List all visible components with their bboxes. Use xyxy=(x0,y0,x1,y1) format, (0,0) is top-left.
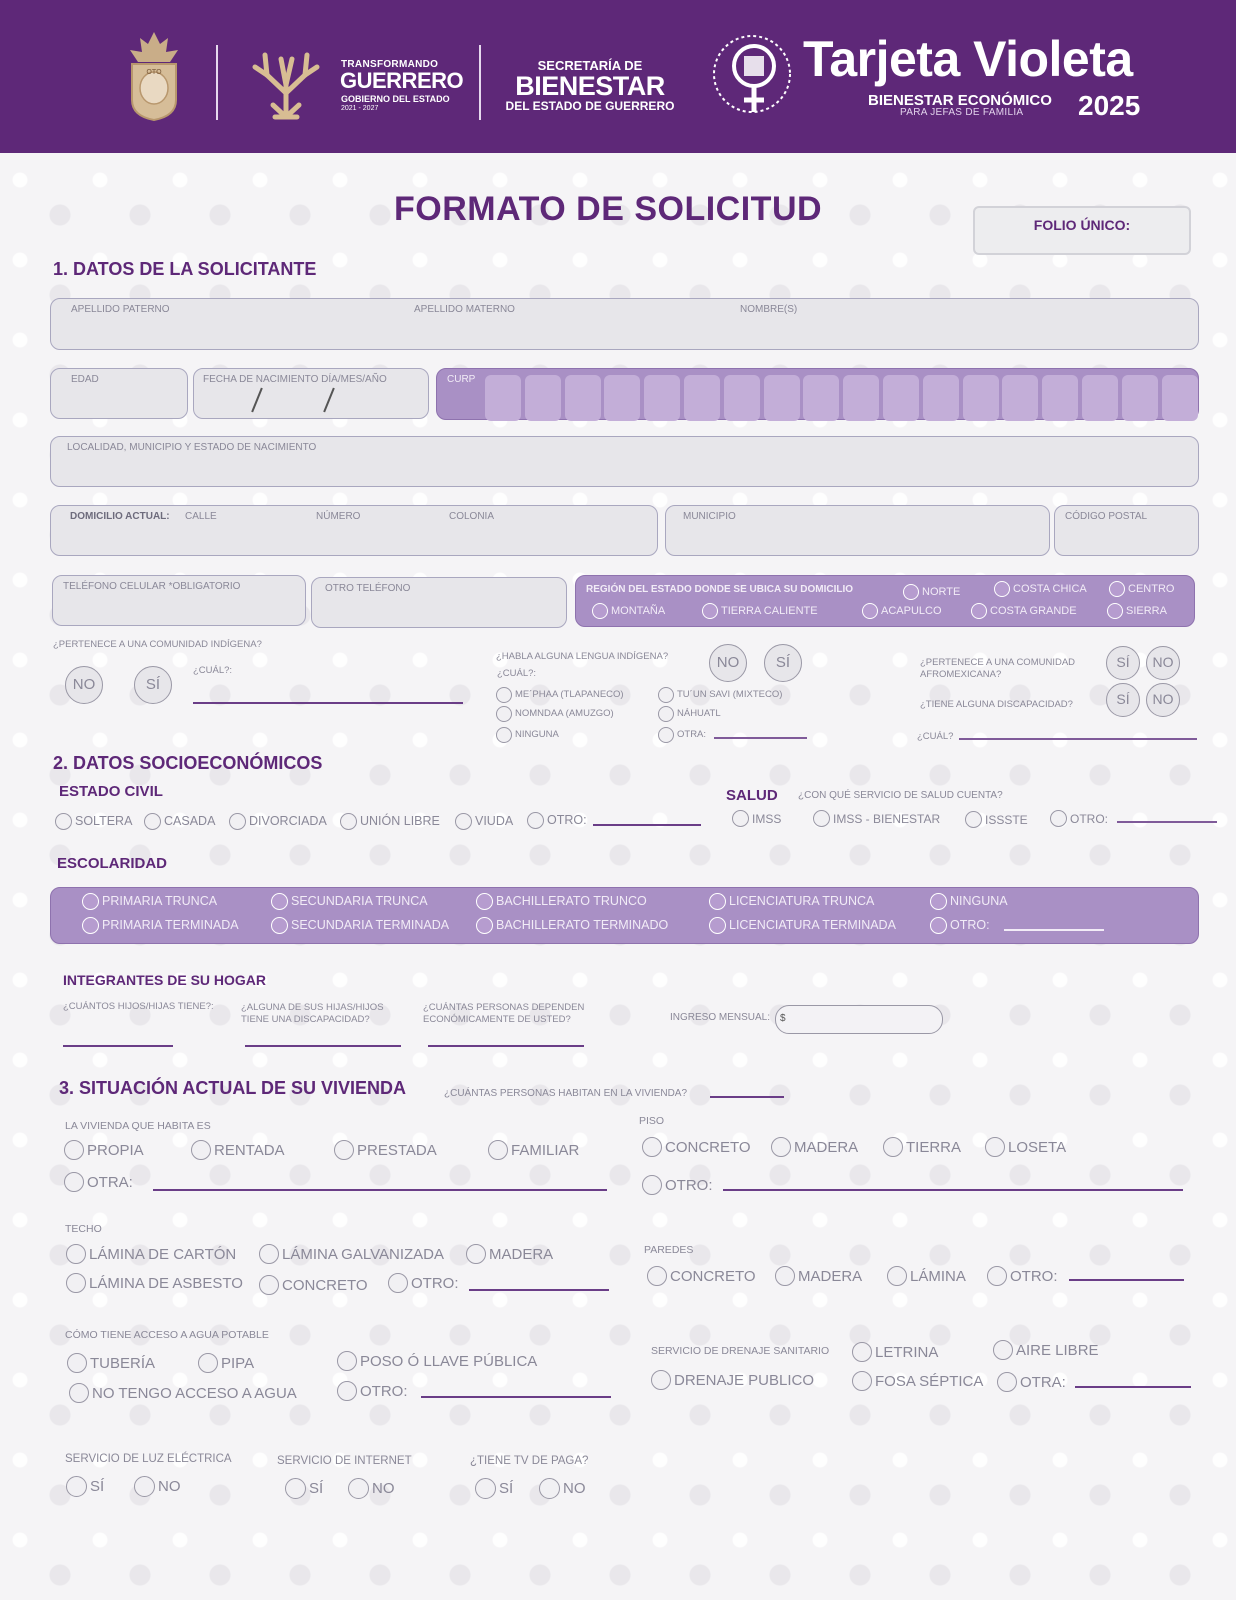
sec-line1: SECRETARÍA DE xyxy=(537,58,643,73)
program-subtitle: BIENESTAR ECONÓMICO xyxy=(868,92,1052,109)
label-cual: ¿CUÁL?: xyxy=(193,665,233,676)
divider xyxy=(479,45,481,120)
internet-title: SERVICIO DE INTERNET xyxy=(277,1455,412,1467)
disc-hijos-line[interactable] xyxy=(245,1045,401,1047)
esc-otro-line[interactable] xyxy=(1004,929,1104,931)
paredes-otro-line[interactable] xyxy=(1069,1279,1184,1281)
region-option-label: COSTA GRANDE xyxy=(990,604,1077,617)
guerrero-tree-icon xyxy=(245,45,327,123)
salud-option-radio[interactable] xyxy=(813,810,830,827)
civil-option-radio[interactable] xyxy=(340,813,357,830)
region-option-label: SIERRA xyxy=(1126,604,1167,617)
vivienda-otra-line[interactable] xyxy=(153,1189,607,1191)
drenaje-option-radio[interactable] xyxy=(993,1340,1013,1360)
vivienda-option-label: OTRA: xyxy=(87,1173,133,1191)
vivienda-option-radio[interactable] xyxy=(488,1140,508,1160)
region-option-radio[interactable] xyxy=(903,584,919,600)
paredes-option-radio[interactable] xyxy=(775,1266,795,1286)
salud-option-label: IMSS xyxy=(752,811,782,826)
piso-title: PISO xyxy=(639,1115,665,1127)
curp-cell[interactable] xyxy=(565,375,601,421)
curp-cell[interactable] xyxy=(764,375,800,421)
name-field[interactable] xyxy=(50,298,1199,350)
techo-option-label: CONCRETO xyxy=(282,1276,368,1294)
label-curp: CURP xyxy=(447,374,476,385)
label-edad: EDAD xyxy=(71,374,99,385)
lengua-option-label: NINGUNA xyxy=(515,729,559,741)
escolaridad-option-label: PRIMARIA TRUNCA xyxy=(102,894,218,909)
salud-option-radio[interactable] xyxy=(732,810,749,827)
techo-option-radio[interactable] xyxy=(259,1275,279,1295)
sec-line2: BIENESTAR xyxy=(515,71,665,101)
disc-hijos-question-1: ¿ALGUNA DE SUS HIJAS/HIJOS xyxy=(241,1002,384,1013)
region-option-label: NORTE xyxy=(922,585,961,598)
label-nombres: NOMBRE(S) xyxy=(740,304,798,315)
drenaje-option-label: OTRA: xyxy=(1020,1373,1066,1391)
label-fecha: FECHA DE NACIMIENTO DÍA/MES/AÑO xyxy=(203,374,387,385)
program-title: Tarjeta Violeta xyxy=(803,31,1133,87)
paredes-option-label: MADERA xyxy=(798,1267,863,1285)
techo-option-radio[interactable] xyxy=(466,1244,486,1264)
civil-option-radio[interactable] xyxy=(144,813,161,830)
piso-otro-line[interactable] xyxy=(723,1189,1183,1191)
curp-cell[interactable] xyxy=(843,375,879,421)
drenaje-option-radio[interactable] xyxy=(651,1370,671,1390)
lengua-question: ¿HABLA ALGUNA LENGUA INDÍGENA? xyxy=(496,651,669,662)
techo-otro-line[interactable] xyxy=(469,1289,609,1291)
indigena-no-option[interactable]: NO xyxy=(65,666,103,704)
afro-question-2: AFROMEXICANA? xyxy=(920,669,1002,680)
estado-civil-title: ESTADO CIVIL xyxy=(59,783,163,800)
curp-cell[interactable] xyxy=(485,375,521,421)
drenaje-option-label: AIRE LIBRE xyxy=(1016,1341,1099,1359)
lengua-option-radio[interactable] xyxy=(496,706,512,722)
curp-cell[interactable] xyxy=(724,375,760,421)
curp-cell[interactable] xyxy=(923,375,959,421)
civil-option-radio[interactable] xyxy=(55,813,72,830)
escolaridad-option-radio[interactable] xyxy=(930,917,947,934)
vivienda-option-label: FAMILIAR xyxy=(511,1141,580,1159)
escolaridad-option-label: BACHILLERATO TERMINADO xyxy=(496,918,669,933)
agua-option-radio[interactable] xyxy=(69,1383,89,1403)
hijos-line[interactable] xyxy=(63,1045,173,1047)
guerrero-seal-icon xyxy=(122,30,186,122)
piso-option-radio[interactable] xyxy=(985,1137,1005,1157)
divider xyxy=(216,45,218,120)
curp-cell[interactable] xyxy=(803,375,839,421)
agua-option-label: POSO Ó LLAVE PÚBLICA xyxy=(360,1352,538,1370)
vivienda-option-radio[interactable] xyxy=(334,1140,354,1160)
agua-option-radio[interactable] xyxy=(198,1353,218,1373)
agua-option-radio[interactable] xyxy=(337,1351,357,1371)
tv-no-label: NO xyxy=(563,1480,586,1497)
indigena-question: ¿PERTENECE A UNA COMUNIDAD INDÍGENA? xyxy=(53,639,262,650)
escolaridad-option-label: SECUNDARIA TRUNCA xyxy=(291,894,428,909)
civil-option-label: DIVORCIADA xyxy=(249,814,327,829)
escolaridad-option-radio[interactable] xyxy=(82,893,99,910)
ingreso-input[interactable] xyxy=(775,1005,943,1034)
curp-cell[interactable] xyxy=(604,375,640,421)
curp-cell[interactable] xyxy=(883,375,919,421)
internet-si-radio[interactable] xyxy=(285,1478,306,1499)
ingreso-label: INGRESO MENSUAL: xyxy=(670,1012,771,1023)
label-cp: CÓDIGO POSTAL xyxy=(1065,511,1148,522)
drenaje-option-radio[interactable] xyxy=(997,1372,1017,1392)
vivienda-option-radio[interactable] xyxy=(64,1140,84,1160)
label-domicilio: DOMICILIO ACTUAL: xyxy=(70,511,170,522)
label-numero: NÚMERO xyxy=(316,511,361,522)
ingreso-value: $ xyxy=(780,1013,786,1024)
region-option-label: ACAPULCO xyxy=(881,604,942,617)
luz-si-label: SÍ xyxy=(90,1478,105,1495)
piso-option-radio[interactable] xyxy=(883,1137,903,1157)
curp-cell[interactable] xyxy=(1162,375,1198,421)
indigena-si-option[interactable]: SÍ xyxy=(134,666,172,704)
gob-line4: 2021 - 2027 xyxy=(341,105,379,112)
dependientes-question-1: ¿CUÁNTAS PERSONAS DEPENDEN xyxy=(423,1002,585,1013)
disc-hijos-question-2: TIENE UNA DISCAPACIDAD? xyxy=(241,1014,370,1025)
program-year: 2025 xyxy=(1078,90,1141,121)
escolaridad-option-label: BACHILLERATO TRUNCO xyxy=(496,894,647,909)
escolaridad-option-label: OTRO: xyxy=(950,918,990,933)
techo-option-label: OTRO: xyxy=(411,1274,459,1292)
afro-si-option[interactable]: SÍ xyxy=(1106,646,1140,680)
paredes-option-radio[interactable] xyxy=(987,1266,1007,1286)
folio-box[interactable] xyxy=(973,206,1191,255)
program-subtitle-2: PARA JEFAS DE FAMILIA xyxy=(900,107,1024,118)
escolaridad-option-radio[interactable] xyxy=(709,917,726,934)
curp-field[interactable] xyxy=(436,368,1199,420)
civil-option-label: SOLTERA xyxy=(75,814,133,829)
lengua-option-radio[interactable] xyxy=(496,727,512,743)
escolaridad-option-label: LICENCIATURA TERMINADA xyxy=(729,918,896,933)
civil-option-label: OTRO: xyxy=(547,813,587,828)
label-otro-telefono: OTRO TELÉFONO xyxy=(325,583,411,594)
techo-option-label: LÁMINA GALVANIZADA xyxy=(282,1245,444,1263)
piso-option-label: LOSETA xyxy=(1008,1138,1067,1156)
agua-option-label: PIPA xyxy=(221,1354,255,1372)
label-cual-disc: ¿CUÁL? xyxy=(917,731,954,742)
label-colonia: COLONIA xyxy=(449,511,495,522)
habitan-line[interactable] xyxy=(710,1096,784,1098)
tv-si-radio[interactable] xyxy=(475,1478,496,1499)
folio-label: FOLIO ÚNICO: xyxy=(1033,217,1131,233)
curp-cell[interactable] xyxy=(1082,375,1118,421)
agua-option-label: OTRO: xyxy=(360,1382,408,1400)
curp-cell[interactable] xyxy=(1042,375,1078,421)
civil-option-radio[interactable] xyxy=(527,812,544,829)
piso-option-label: CONCRETO xyxy=(665,1138,751,1156)
escolaridad-option-radio[interactable] xyxy=(709,893,726,910)
label-localidad: LOCALIDAD, MUNICIPIO Y ESTADO DE NACIMIENTO xyxy=(67,442,317,453)
drenaje-option-label: DRENAJE PUBLICO xyxy=(674,1371,815,1389)
region-option-label: COSTA CHICA xyxy=(1013,582,1087,595)
lengua-no-option[interactable]: NO xyxy=(709,644,747,682)
salud-option-label: OTRO: xyxy=(1070,811,1108,826)
tv-title: ¿TIENE TV DE PAGA? xyxy=(470,1455,589,1467)
disc-no-option[interactable]: NO xyxy=(1146,683,1180,717)
paredes-option-radio[interactable] xyxy=(647,1266,667,1286)
sec-line3: DEL ESTADO DE GUERRERO xyxy=(505,99,675,113)
cual-line[interactable] xyxy=(193,702,463,704)
luz-no-label: NO xyxy=(158,1478,181,1495)
region-option-radio[interactable] xyxy=(862,603,878,619)
escolaridad-option-radio[interactable] xyxy=(476,893,493,910)
label-municipio: MUNICIPIO xyxy=(683,511,736,522)
techo-option-label: LÁMINA DE CARTÓN xyxy=(89,1245,237,1263)
drenaje-otra-line[interactable] xyxy=(1075,1386,1191,1388)
civil-option-label: CASADA xyxy=(164,814,216,829)
dependientes-line[interactable] xyxy=(428,1045,584,1047)
paredes-option-label: LÁMINA xyxy=(910,1267,966,1285)
vivienda-title: LA VIVIENDA QUE HABITA ES xyxy=(65,1120,211,1132)
afro-no-option[interactable]: NO xyxy=(1146,646,1180,680)
region-option-label: TIERRA CALIENTE xyxy=(721,604,818,617)
curp-cell[interactable] xyxy=(963,375,999,421)
techo-option-label: LÁMINA DE ASBESTO xyxy=(89,1274,243,1292)
vivienda-option-radio[interactable] xyxy=(64,1172,84,1192)
hogar-title: INTEGRANTES DE SU HOGAR xyxy=(63,972,267,988)
luz-title: SERVICIO DE LUZ ELÉCTRICA xyxy=(65,1453,232,1465)
curp-cell[interactable] xyxy=(525,375,561,421)
vivienda-option-label: PROPIA xyxy=(87,1141,144,1159)
civil-option-label: UNIÓN LIBRE xyxy=(360,814,440,829)
region-box xyxy=(575,575,1195,627)
label-calle: CALLE xyxy=(185,511,217,522)
region-option-label: MONTAÑA xyxy=(611,604,666,617)
drenaje-option-radio[interactable] xyxy=(852,1342,872,1362)
curp-cell[interactable] xyxy=(1122,375,1158,421)
drenaje-option-radio[interactable] xyxy=(852,1371,872,1391)
cual-disc-line[interactable] xyxy=(959,738,1197,740)
drenaje-option-label: LETRINA xyxy=(875,1343,939,1361)
piso-option-radio[interactable] xyxy=(642,1175,662,1195)
gob-line2: GUERRERO xyxy=(340,68,464,93)
escolaridad-option-label: LICENCIATURA TRUNCA xyxy=(729,894,875,909)
piso-option-radio[interactable] xyxy=(771,1137,791,1157)
piso-option-label: MADERA xyxy=(794,1138,859,1156)
habitan-question: ¿CUÁNTAS PERSONAS HABITAN EN LA VIVIENDA? xyxy=(444,1088,688,1099)
discapacidad-question: ¿TIENE ALGUNA DISCAPACIDAD? xyxy=(920,699,1073,710)
paredes-option-radio[interactable] xyxy=(887,1266,907,1286)
label-apellido-paterno: APELLIDO PATERNO xyxy=(71,304,170,315)
tv-no-radio[interactable] xyxy=(539,1478,560,1499)
civil-otro-line[interactable] xyxy=(593,824,701,826)
paredes-option-label: OTRO: xyxy=(1010,1267,1058,1285)
curp-cell[interactable] xyxy=(684,375,720,421)
civil-option-label: VIUDA xyxy=(475,814,514,829)
lengua-option-radio[interactable] xyxy=(658,706,674,722)
region-option-radio[interactable] xyxy=(1109,581,1125,597)
agua-title: CÓMO TIENE ACCESO A AGUA POTABLE xyxy=(65,1329,269,1341)
paredes-option-label: CONCRETO xyxy=(670,1267,756,1285)
salud-option-radio[interactable] xyxy=(1050,810,1067,827)
lengua-si-option[interactable]: SÍ xyxy=(764,644,802,682)
region-option-radio[interactable] xyxy=(971,603,987,619)
internet-no-label: NO xyxy=(372,1480,395,1497)
gob-line1: TRANSFORMANDO xyxy=(341,59,439,70)
escolaridad-option-radio[interactable] xyxy=(271,917,288,934)
internet-si-label: SÍ xyxy=(309,1480,324,1497)
escolaridad-option-radio[interactable] xyxy=(271,893,288,910)
otra-lengua-line[interactable] xyxy=(714,737,807,739)
drenaje-option-label: FOSA SÉPTICA xyxy=(875,1372,984,1390)
techo-option-radio[interactable] xyxy=(66,1244,86,1264)
salud-otro-line[interactable] xyxy=(1117,821,1217,823)
drenaje-title: SERVICIO DE DRENAJE SANITARIO xyxy=(651,1345,830,1357)
section-1-title: 1. DATOS DE LA SOLICITANTE xyxy=(53,259,317,279)
lengua-option-label: NOMNDAA (AMUZGO) xyxy=(515,708,614,720)
label-region: REGIÓN DEL ESTADO DONDE SE UBICA SU DOMICILIO xyxy=(586,584,854,595)
seal-text: OTO xyxy=(146,68,162,76)
luz-no-radio[interactable] xyxy=(134,1476,155,1497)
curp-cell[interactable] xyxy=(1002,375,1038,421)
lengua-option-radio[interactable] xyxy=(658,727,674,743)
region-option-radio[interactable] xyxy=(592,603,608,619)
piso-option-radio[interactable] xyxy=(642,1137,662,1157)
tv-si-label: SÍ xyxy=(499,1480,514,1497)
header-banner xyxy=(0,0,1236,153)
agua-option-radio[interactable] xyxy=(67,1353,87,1373)
escolaridad-option-radio[interactable] xyxy=(476,917,493,934)
lengua-option-label: ME´PHAA (TLAPANECO) xyxy=(515,689,624,701)
escolaridad-option-radio[interactable] xyxy=(82,917,99,934)
salud-option-radio[interactable] xyxy=(965,811,982,828)
techo-option-radio[interactable] xyxy=(66,1273,86,1293)
lengua-option-label: OTRA: xyxy=(677,729,707,741)
afro-question-1: ¿PERTENECE A UNA COMUNIDAD xyxy=(920,657,1076,668)
vivienda-option-label: PRESTADA xyxy=(357,1141,437,1159)
dependientes-question-2: ECONÓMICAMENTE DE USTED? xyxy=(423,1014,571,1025)
label-telefono: TELÉFONO CELULAR *OBLIGATORIO xyxy=(63,581,241,592)
lengua-option-label: TU´UN SAVI (MIXTECO) xyxy=(677,689,783,701)
techo-option-radio[interactable] xyxy=(388,1273,408,1293)
escolaridad-option-radio[interactable] xyxy=(930,893,947,910)
section-2-title: 2. DATOS SOCIOECONÓMICOS xyxy=(53,753,323,773)
salud-option-label: IMSS - BIENESTAR xyxy=(833,811,941,826)
region-option-radio[interactable] xyxy=(1107,603,1123,619)
label-apellido-materno: APELLIDO MATERNO xyxy=(414,304,515,315)
agua-otro-line[interactable] xyxy=(421,1396,611,1398)
lengua-option-radio[interactable] xyxy=(658,687,674,703)
agua-option-radio[interactable] xyxy=(337,1381,357,1401)
region-option-radio[interactable] xyxy=(994,581,1010,597)
lengua-option-radio[interactable] xyxy=(496,687,512,703)
agua-option-label: NO TENGO ACCESO A AGUA xyxy=(92,1384,297,1402)
curp-cell[interactable] xyxy=(644,375,680,421)
label-cual-lengua: ¿CUÁL?: xyxy=(497,668,537,679)
vivienda-option-label: RENTADA xyxy=(214,1141,285,1159)
hijos-question: ¿CUÁNTOS HIJOS/HIJAS TIENE?: xyxy=(63,1001,214,1012)
region-option-radio[interactable] xyxy=(702,603,718,619)
piso-option-label: TIERRA xyxy=(906,1138,962,1156)
techo-option-label: MADERA xyxy=(489,1245,554,1263)
lengua-option-label: NÁHUATL xyxy=(677,708,721,720)
escolaridad-title: ESCOLARIDAD xyxy=(57,855,168,872)
salud-question: ¿CON QUÉ SERVICIO DE SALUD CUENTA? xyxy=(798,790,1003,801)
salud-option-label: ISSSTE xyxy=(985,812,1028,827)
luz-si-radio[interactable] xyxy=(66,1476,87,1497)
civil-option-radio[interactable] xyxy=(229,813,246,830)
escolaridad-option-label: PRIMARIA TERMINADA xyxy=(102,918,239,933)
civil-option-radio[interactable] xyxy=(455,813,472,830)
escolaridad-option-label: SECUNDARIA TERMINADA xyxy=(291,918,450,933)
paredes-title: PAREDES xyxy=(644,1244,694,1256)
agua-option-label: TUBERÍA xyxy=(90,1354,156,1372)
internet-no-radio[interactable] xyxy=(348,1478,369,1499)
form-title: FORMATO DE SOLICITUD xyxy=(394,190,823,228)
escolaridad-option-label: NINGUNA xyxy=(950,894,1008,909)
vivienda-option-radio[interactable] xyxy=(191,1140,211,1160)
disc-si-option[interactable]: SÍ xyxy=(1106,683,1140,717)
gob-line3: GOBIERNO DEL ESTADO xyxy=(341,94,450,104)
salud-title: SALUD xyxy=(726,787,778,804)
piso-option-label: OTRO: xyxy=(665,1176,713,1194)
techo-option-radio[interactable] xyxy=(259,1244,279,1264)
techo-title: TECHO xyxy=(65,1223,102,1235)
region-option-label: CENTRO xyxy=(1128,582,1175,595)
tarjeta-violeta-emblem-icon xyxy=(710,32,794,118)
section-3-title: 3. SITUACIÓN ACTUAL DE SU VIVIENDA xyxy=(59,1078,407,1098)
